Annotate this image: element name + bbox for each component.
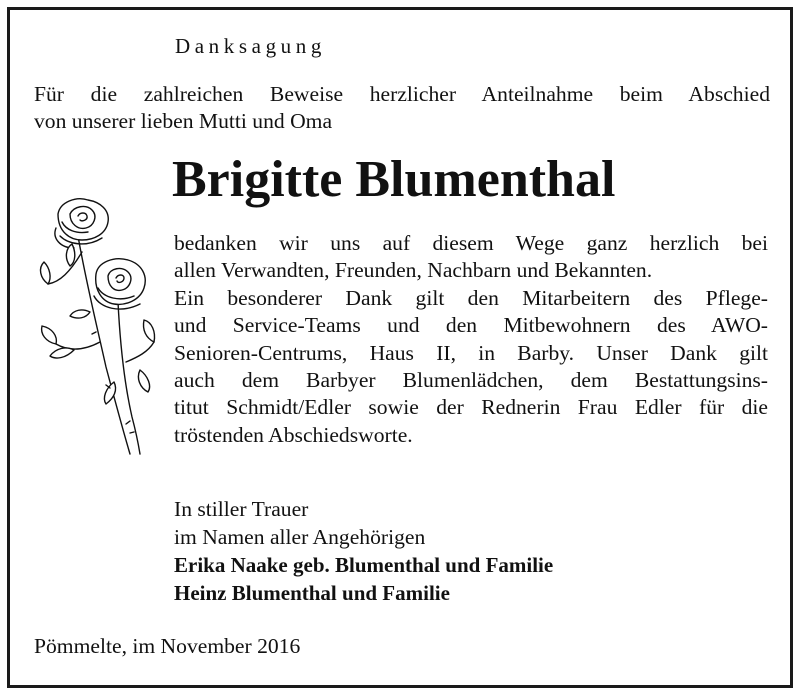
signer-name: Erika Naake geb. Blumenthal und Familie [174,553,554,577]
intro-text [34,81,770,135]
body-line: Senioren-Centrums, Haus II, in Barby. Unser Dank gilt [174,340,768,365]
body-line: Ein besonderer Dank gilt den Mitarbeitern des Pflege- [174,285,768,310]
body-line: allen Verwandten, Freunden, Nachbarn und Bekannten. [174,258,653,283]
intro-line: Für die zahlreichen Beweise herzlicher Anteilnahme beim Abschied [34,82,770,106]
body-line: tröstenden Abschiedsworte. [174,422,413,447]
intro-line: von unserer lieben Mutti und Oma [34,109,333,133]
rose-icon [30,192,160,460]
place-date: Pömmelte, im November 2016 [34,634,301,658]
body-line: bedanken wir uns auf diesem Wege ganz herzlich bei [174,231,768,255]
body-line: titut Schmidt/Edler sowie der Rednerin Frau Edler für die [174,395,768,420]
closing-line: im Namen aller Angehörigen [174,525,426,549]
body-line: und Service-Teams und den Mitbewohnern des AWO- [174,313,768,338]
body-text [174,230,768,449]
closing-line: In stiller Trauer [174,497,309,521]
body-line: auch dem Barbyer Blumenlädchen, dem Bestattungsins- [174,368,768,393]
deceased-name: Brigitte Blumenthal [172,151,616,208]
signer-name: Heinz Blumenthal und Familie [174,581,450,605]
notice-heading: Danksagung [175,34,326,58]
closing-block [174,495,553,607]
